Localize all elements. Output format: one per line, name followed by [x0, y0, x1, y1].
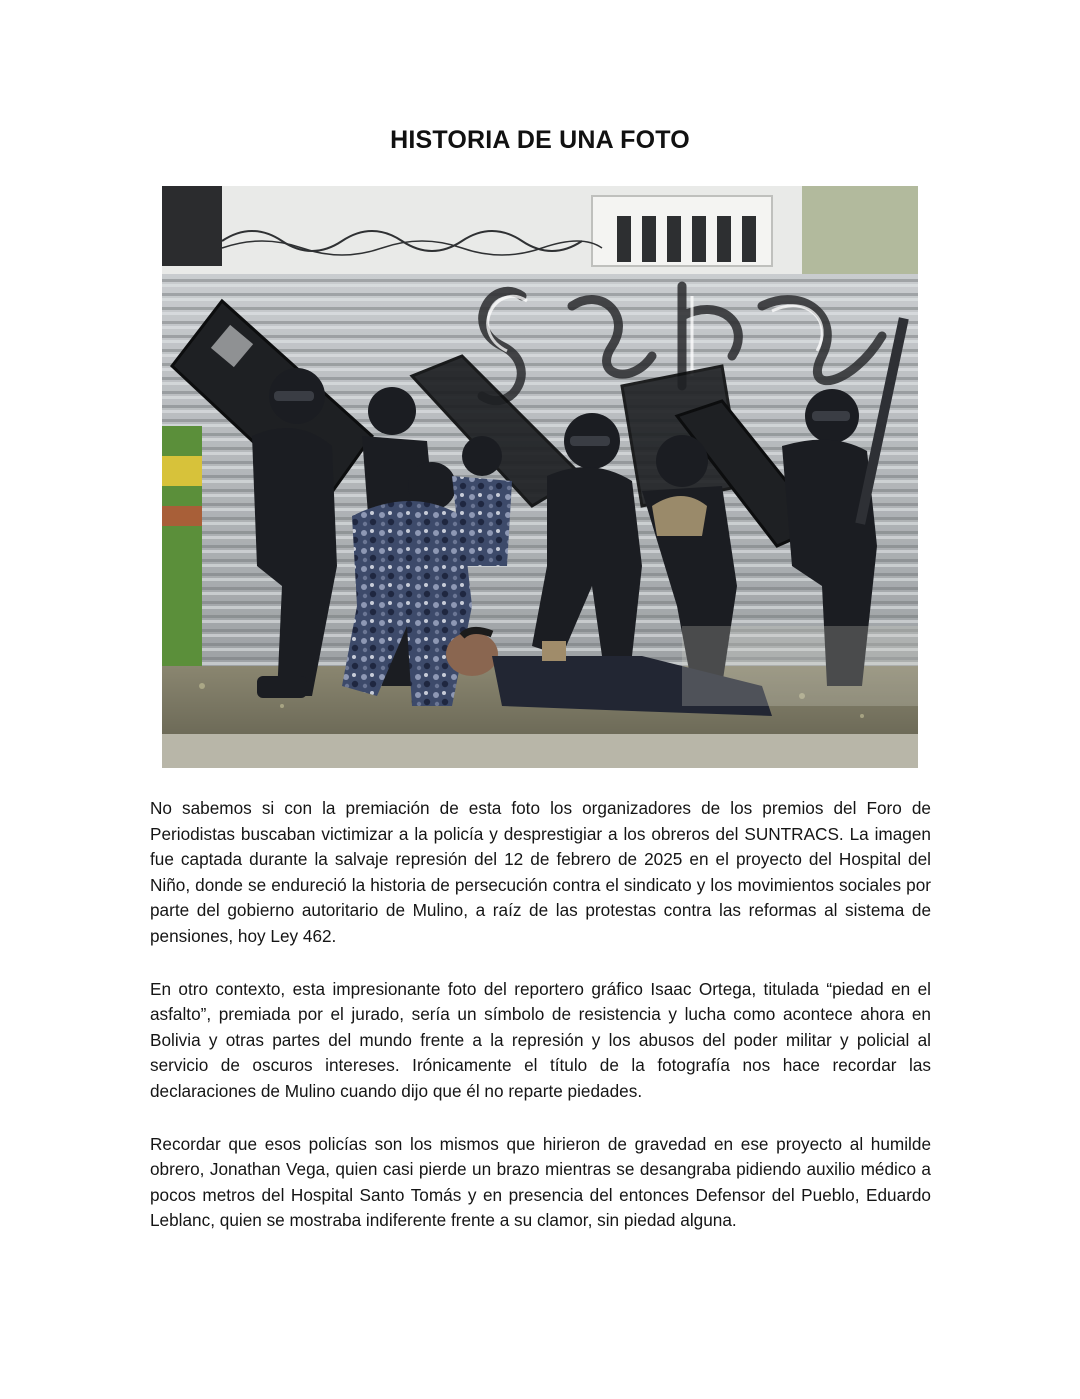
paragraph-2: En otro contexto, esta impresionante foto del reportero gráfico Isaac Ortega, titulada “piedad en el asfalto”, premiada por el jurado, sería un símbolo de resistencia y lucha como acontece ahora en Bolivia y otras partes del mundo frente a la represión y los abusos del poder militar y policial al servicio de oscuros intereses. Irónicamente el título de la fotografía nos hace recordar las declaraciones de Mulino cuando dijo que él no reparte piedades. — [150, 978, 931, 1101]
paragraph-3: Recordar que esos policías son los mismos que hirieron de gravedad en ese proyecto al humilde obrero, Jonathan Vega, quien casi pierde un brazo mientras se desangraba pidiendo auxilio médico a pocos metros del Hospital Santo Tomás y en presencia del entonces Defensor del Pueblo, Eduardo Leblanc, quien se mostraba indiferente frente a su clamor, sin piedad alguna. — [150, 1133, 931, 1231]
paragraph-1: No sabemos si con la premiación de esta foto los organizadores de los premios del Foro de Periodistas buscaban victimizar a la policía y desprestigiar a los obreros del SUNTRACS. La imagen fue captada durante la salvaje represión del 12 de febrero de 2025 en el proyecto del Hospital del Niño, donde se endureció la historia de persecución contra el sindicato y los movimientos sociales por parte del gobierno autoritario de Mulino, a raíz de las protestas contra las reformas al sistema de pensiones, hoy Ley 462. — [150, 798, 931, 946]
news-photo — [162, 186, 918, 768]
article-body — [150, 796, 931, 1261]
news-photo-illustration — [162, 186, 918, 768]
page-title: HISTORIA DE UNA FOTO — [390, 126, 690, 154]
